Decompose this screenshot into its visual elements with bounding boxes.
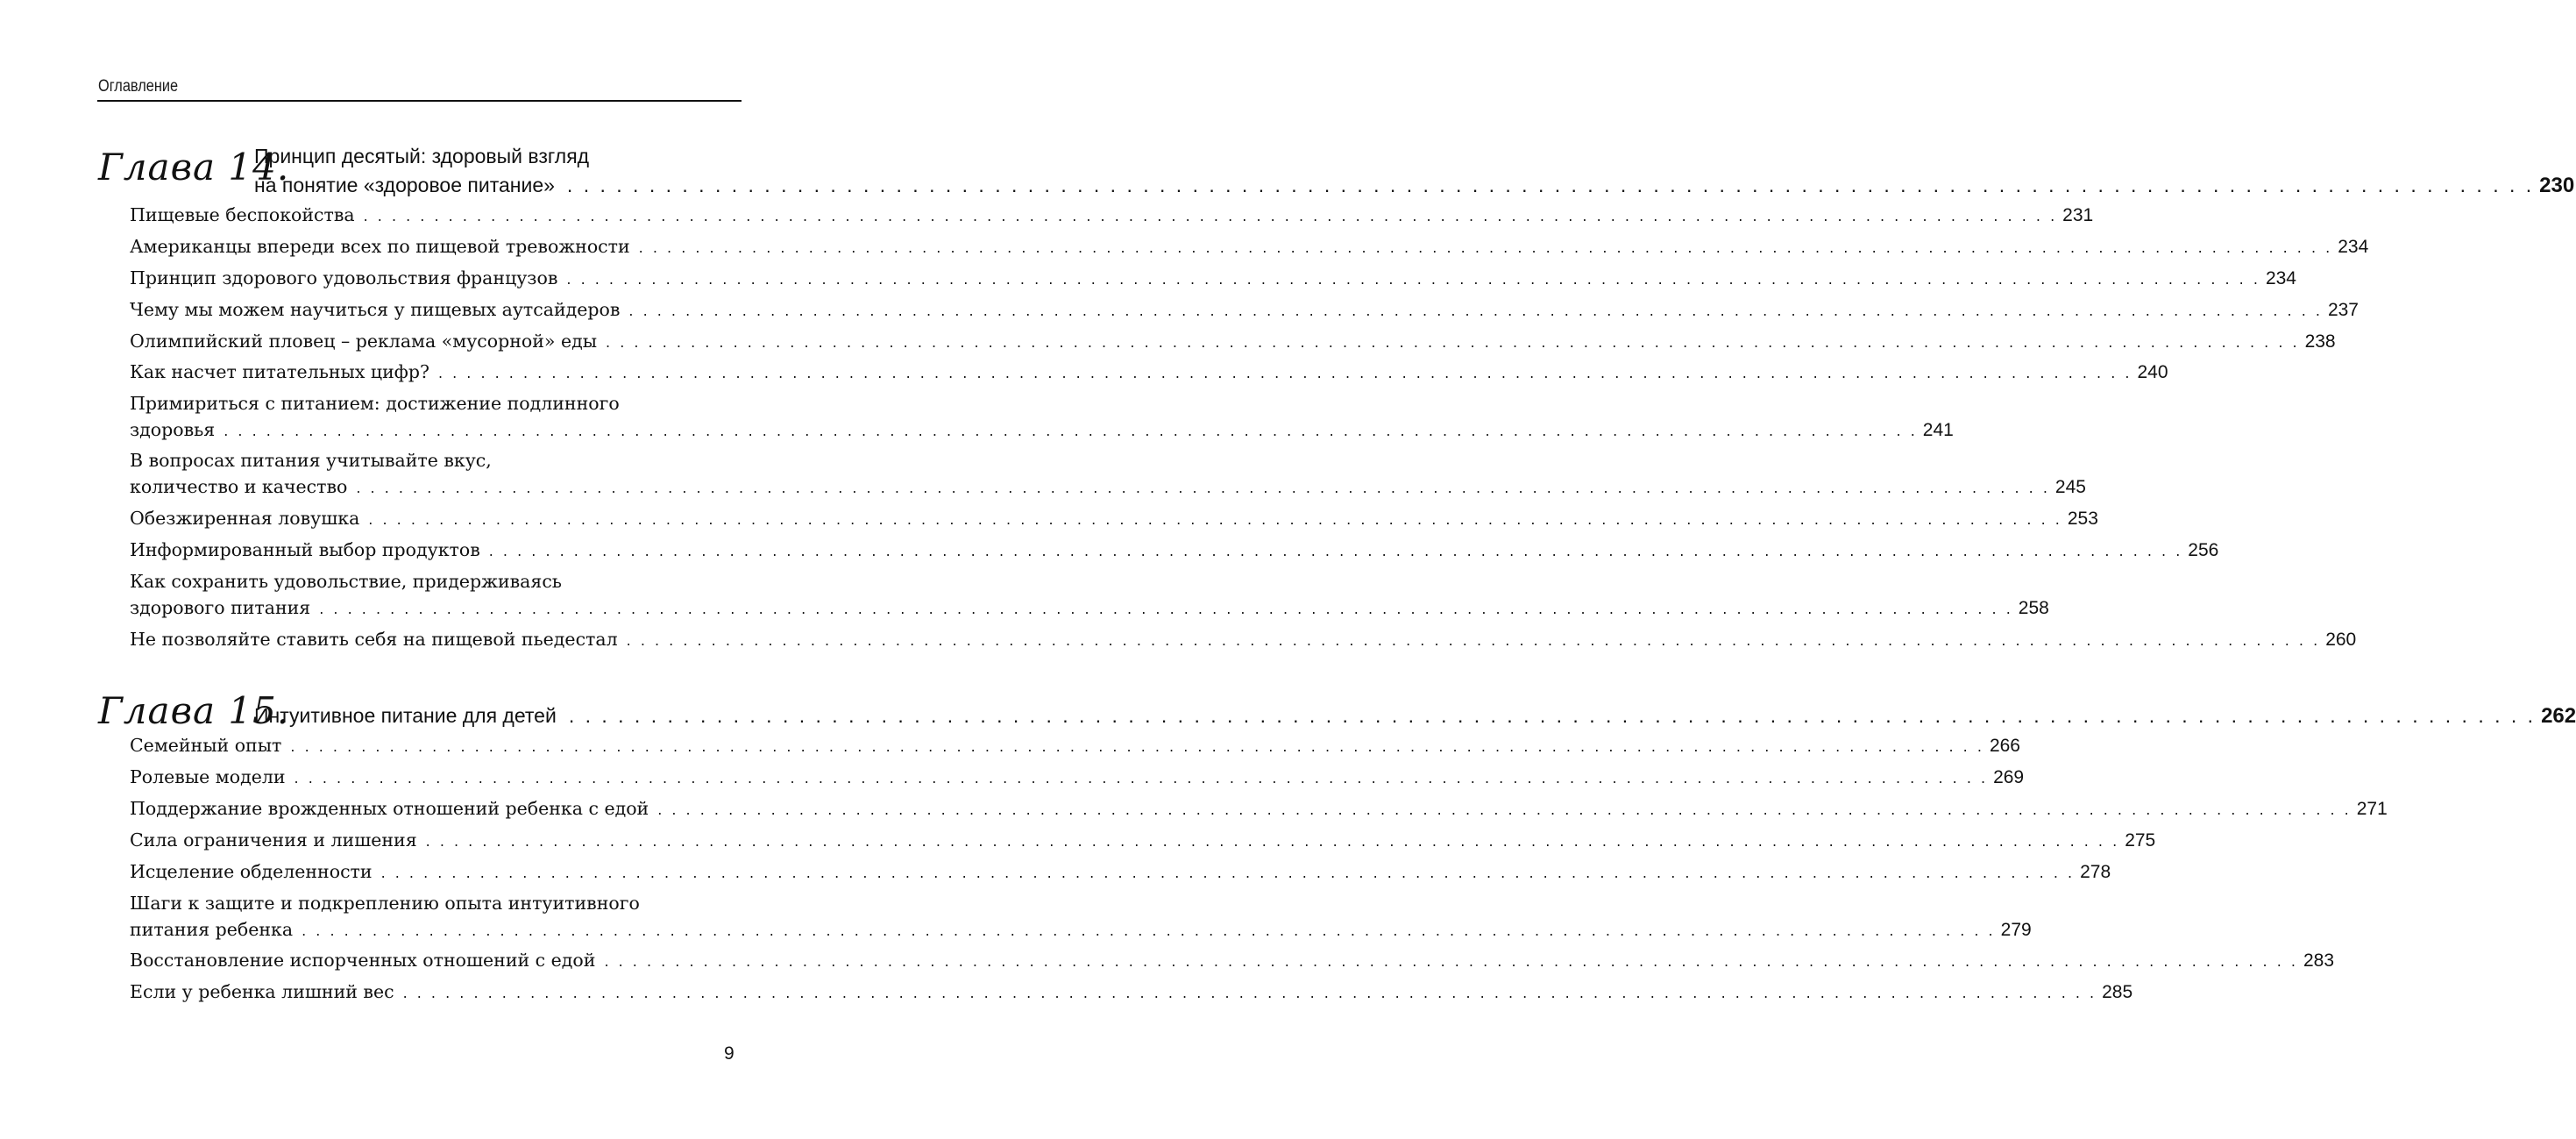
chapter-title-line-page: 230: [2539, 174, 2575, 197]
dot-leader: . . . . . . . . . . . . . . . . . . . . . . . . . . . . . . . . . . . . . . . . . . . . . . . . . . . . . . . . . . . . . . . . . . . . . . . . . . . . . . . . . . . . . . . . . . . . . . . . . . . . . . . . . . . . . . . . . . . . . . . .: [488, 543, 2183, 559]
toc-entry-text: питания ребенка: [130, 919, 294, 940]
toc-entry-page: 278: [2080, 862, 2111, 882]
toc-entry-text: здоровья: [130, 419, 216, 440]
toc-entry-text: Семейный опыт: [130, 735, 282, 756]
toc-entry-text: количество и качество: [130, 476, 348, 497]
toc-entry-text: Пищевые беспокойства: [130, 204, 355, 225]
chapter-title-line[interactable]: [254, 171, 2575, 199]
chapter-title-line-text: Интуитивное питание для детей: [254, 704, 557, 727]
toc-entry-page: 234: [2338, 237, 2369, 257]
toc-entry-page: 253: [2067, 509, 2098, 529]
chapter-label: Глава 15.: [98, 689, 290, 732]
dot-leader: . . . . . . . . . . . . . . . . . . . . . . . . . . . . . . . . . . . . . . . . . . . . . . . . . . . . . . . . . . . . . . . . . . . . . . . . . . . . . . . . . . . . . . . . . . . . . . . . . . . . . . . . . . . . . . . . . . . . . . . .: [425, 833, 2120, 850]
dot-leader: . . . . . . . . . . . . . . . . . . . . . . . . . . . . . . . . . . . . . . . . . . . . . . . . . . . . . . . . . . . . . . . . . . . . . . . . . . . . . . . . . . . . . . . . . . . . . . . . . . . . . . . . . . . . . . . . . . . . . . . .: [566, 174, 2535, 196]
toc-entry[interactable]: [130, 265, 2296, 291]
toc-entry[interactable]: [130, 537, 2219, 563]
dot-leader: . . . . . . . . . . . . . . . . . . . . . . . . . . . . . . . . . . . . . . . . . . . . . . . . . . . . . . . . . . . . . . . . . . . . . . . . . . . . . . . . . . . . . . . . . . . . . . . . . . . . . . . . . . . . . . . . . . . . . . . .: [568, 704, 2537, 727]
toc-entry-page: 258: [2018, 598, 2049, 618]
toc-entry-text: Принцип здорового удовольствия французов: [130, 267, 558, 288]
dot-leader: . . . . . . . . . . . . . . . . . . . . . . . . . . . . . . . . . . . . . . . . . . . . . . . . . . . . . . . . . . . . . . . . . . . . . . . . . . . . . . . . . . . . . . . . . . . . . . . . . . . . . . . . . . . . . . . . . . . . . . . .: [437, 365, 2132, 381]
dot-leader: . . . . . . . . . . . . . . . . . . . . . . . . . . . . . . . . . . . . . . . . . . . . . . . . . . . . . . . . . . . . . . . . . . . . . . . . . . . . . . . . . . . . . . . . . . . . . . . . . . . . . . . . . . . . . . . . . . . . . . . .: [356, 480, 2050, 496]
toc-entry[interactable]: [130, 416, 1954, 443]
toc-entry-text: Как сохранить удовольствие, придерживаясь: [130, 571, 562, 592]
dot-leader: . . . . . . . . . . . . . . . . . . . . . . . . . . . . . . . . . . . . . . . . . . . . . . . . . . . . . . . . . . . . . . . . . . . . . . . . . . . . . . . . . . . . . . . . . . . . . . . . . . . . . . . . . . . . . . . . . . . . . . . .: [566, 271, 2260, 288]
toc-entry[interactable]: [130, 568, 742, 594]
toc-entry-page: 275: [2125, 830, 2156, 851]
toc-entry-page: 245: [2054, 477, 2086, 497]
dot-leader: . . . . . . . . . . . . . . . . . . . . . . . . . . . . . . . . . . . . . . . . . . . . . . . . . . . . . . . . . . . . . . . . . . . . . . . . . . . . . . . . . . . . . . . . . . . . . . . . . . . . . . . . . . . . . . . . . . . . . . . .: [657, 801, 2352, 818]
toc-entry-text: Как насчет питательных цифр?: [130, 361, 429, 382]
toc-entry[interactable]: [130, 979, 2133, 1005]
toc-entry-text: В вопросах питания учитывайте вкус,: [130, 450, 492, 471]
toc-entry[interactable]: [130, 359, 2168, 385]
toc-entry-text: Примириться с питанием: достижение подлинного: [130, 393, 620, 414]
toc-entry[interactable]: [130, 390, 742, 416]
toc-entry[interactable]: [130, 447, 742, 473]
toc-entry-text: Поддержание врожденных отношений ребенка с едой: [130, 798, 649, 819]
toc-entry[interactable]: [130, 947, 2335, 973]
toc-entry[interactable]: [130, 858, 2111, 885]
toc-entry-page: 260: [2325, 630, 2357, 650]
toc-entry-page: 241: [1922, 420, 1954, 440]
dot-leader: . . . . . . . . . . . . . . . . . . . . . . . . . . . . . . . . . . . . . . . . . . . . . . . . . . . . . . . . . . . . . . . . . . . . . . . . . . . . . . . . . . . . . . . . . . . . . . . . . . . . . . . . . . . . . . . . . . . . . . . .: [319, 601, 2013, 617]
toc-entry-page: 240: [2137, 362, 2168, 382]
toc-entry-page: 285: [2102, 982, 2133, 1002]
toc-entry-text: Не позволяйте ставить себя на пищевой пьедестал: [130, 629, 618, 650]
toc-entry-text: Американцы впереди всех по пищевой тревожности: [130, 236, 630, 257]
running-head: Оглавление: [98, 77, 179, 96]
toc-entry-text: Восстановление испорченных отношений с едой: [130, 950, 596, 971]
toc-entry-text: Обезжиренная ловушка: [130, 508, 360, 529]
toc-entry-page: 271: [2356, 799, 2388, 819]
toc-entry-text: Если у ребенка лишний вес: [130, 981, 394, 1002]
dot-leader: . . . . . . . . . . . . . . . . . . . . . . . . . . . . . . . . . . . . . . . . . . . . . . . . . . . . . . . . . . . . . . . . . . . . . . . . . . . . . . . . . . . . . . . . . . . . . . . . . . . . . . . . . . . . . . . . . . . . . . . .: [626, 632, 2321, 649]
toc-entry[interactable]: [130, 594, 2049, 621]
dot-leader: . . . . . . . . . . . . . . . . . . . . . . . . . . . . . . . . . . . . . . . . . . . . . . . . . . . . . . . . . . . . . . . . . . . . . . . . . . . . . . . . . . . . . . . . . . . . . . . . . . . . . . . . . . . . . . . . . . . . . . . .: [368, 511, 2062, 528]
toc-entry-text: Ролевые модели: [130, 766, 286, 787]
dot-leader: . . . . . . . . . . . . . . . . . . . . . . . . . . . . . . . . . . . . . . . . . . . . . . . . . . . . . . . . . . . . . . . . . . . . . . . . . . . . . . . . . . . . . . . . . . . . . . . . . . . . . . . . . . . . . . . . . . . . . . . .: [604, 953, 2298, 970]
toc-entry[interactable]: [130, 764, 2025, 790]
toc-entry-page: 283: [2303, 950, 2335, 971]
toc-entry[interactable]: [130, 795, 2388, 822]
header-rule: [97, 100, 742, 102]
dot-leader: . . . . . . . . . . . . . . . . . . . . . . . . . . . . . . . . . . . . . . . . . . . . . . . . . . . . . . . . . . . . . . . . . . . . . . . . . . . . . . . . . . . . . . . . . . . . . . . . . . . . . . . . . . . . . . . . . . . . . . . .: [402, 985, 2097, 1001]
toc-entry-page: 237: [2327, 300, 2359, 320]
dot-leader: . . . . . . . . . . . . . . . . . . . . . . . . . . . . . . . . . . . . . . . . . . . . . . . . . . . . . . . . . . . . . . . . . . . . . . . . . . . . . . . . . . . . . . . . . . . . . . . . . . . . . . . . . . . . . . . . . . . . . . . .: [638, 239, 2333, 256]
toc-entry[interactable]: [130, 827, 2156, 853]
toc-entry-page: 231: [2062, 205, 2094, 225]
chapter-title-line-text: Принцип десятый: здоровый взгляд: [254, 145, 590, 167]
toc-entry[interactable]: [130, 505, 2098, 531]
chapter-title-line[interactable]: [254, 701, 2576, 730]
toc-entry[interactable]: [130, 473, 2086, 500]
chapter-title-line[interactable]: [254, 142, 742, 170]
dot-leader: . . . . . . . . . . . . . . . . . . . . . . . . . . . . . . . . . . . . . . . . . . . . . . . . . . . . . . . . . . . . . . . . . . . . . . . . . . . . . . . . . . . . . . . . . . . . . . . . . . . . . . . . . . . . . . . . . . . . . . . .: [302, 922, 1996, 939]
dot-leader: . . . . . . . . . . . . . . . . . . . . . . . . . . . . . . . . . . . . . . . . . . . . . . . . . . . . . . . . . . . . . . . . . . . . . . . . . . . . . . . . . . . . . . . . . . . . . . . . . . . . . . . . . . . . . . . . . . . . . . . .: [606, 334, 2300, 351]
toc-entry-page: 279: [2000, 920, 2032, 940]
toc-entry[interactable]: [130, 916, 2032, 943]
toc-entry-text: Шаги к защите и подкреплению опыта интуитивного: [130, 893, 640, 914]
dot-leader: . . . . . . . . . . . . . . . . . . . . . . . . . . . . . . . . . . . . . . . . . . . . . . . . . . . . . . . . . . . . . . . . . . . . . . . . . . . . . . . . . . . . . . . . . . . . . . . . . . . . . . . . . . . . . . . . . . . . . . . .: [380, 865, 2076, 881]
toc-entry-page: 269: [1993, 767, 2025, 787]
toc-entry-text: Чему мы можем научиться у пищевых аутсайдеров: [130, 299, 621, 320]
chapter-title-line-page: 262: [2541, 704, 2576, 728]
toc-entry[interactable]: [130, 202, 2094, 228]
toc-entry-text: Сила ограничения и лишения: [130, 829, 417, 851]
dot-leader: . . . . . . . . . . . . . . . . . . . . . . . . . . . . . . . . . . . . . . . . . . . . . . . . . . . . . . . . . . . . . . . . . . . . . . . . . . . . . . . . . . . . . . . . . . . . . . . . . . . . . . . . . . . . . . . . . . . . . . . .: [363, 208, 2058, 224]
toc-entry[interactable]: [130, 626, 2357, 652]
toc-entry-text: Исцеление обделенности: [130, 861, 373, 882]
toc-entry-text: Олимпийский пловец – реклама «мусорной» еды: [130, 331, 598, 352]
dot-leader: . . . . . . . . . . . . . . . . . . . . . . . . . . . . . . . . . . . . . . . . . . . . . . . . . . . . . . . . . . . . . . . . . . . . . . . . . . . . . . . . . . . . . . . . . . . . . . . . . . . . . . . . . . . . . . . . . . . . . . . .: [628, 303, 2323, 319]
dot-leader: . . . . . . . . . . . . . . . . . . . . . . . . . . . . . . . . . . . . . . . . . . . . . . . . . . . . . . . . . . . . . . . . . . . . . . . . . . . . . . . . . . . . . . . . . . . . . . . . . . . . . . . . . . . . . . . . . . . . . . . .: [224, 423, 1918, 439]
toc-entry-page: 266: [1989, 736, 2020, 756]
toc-entry-page: 234: [2265, 268, 2296, 288]
toc-entry[interactable]: [130, 890, 742, 916]
toc-entry[interactable]: [130, 233, 2369, 260]
chapter-title-line-text: на понятие «здоровое питание»: [254, 174, 555, 196]
dot-leader: . . . . . . . . . . . . . . . . . . . . . . . . . . . . . . . . . . . . . . . . . . . . . . . . . . . . . . . . . . . . . . . . . . . . . . . . . . . . . . . . . . . . . . . . . . . . . . . . . . . . . . . . . . . . . . . . . . . . . . . .: [290, 738, 1984, 755]
chapter-label: Глава 14.: [98, 146, 290, 189]
toc-entry[interactable]: [130, 732, 2020, 758]
toc-entry-page: 238: [2304, 331, 2336, 352]
page-number: 9: [724, 1043, 734, 1064]
toc-entry[interactable]: [130, 296, 2359, 323]
toc-entry[interactable]: [130, 328, 2336, 354]
toc-entry-page: 256: [2188, 540, 2219, 560]
dot-leader: . . . . . . . . . . . . . . . . . . . . . . . . . . . . . . . . . . . . . . . . . . . . . . . . . . . . . . . . . . . . . . . . . . . . . . . . . . . . . . . . . . . . . . . . . . . . . . . . . . . . . . . . . . . . . . . . . . . . . . . .: [294, 770, 1989, 787]
toc-entry-text: Информированный выбор продуктов: [130, 539, 480, 560]
toc-entry-text: здорового питания: [130, 597, 311, 618]
